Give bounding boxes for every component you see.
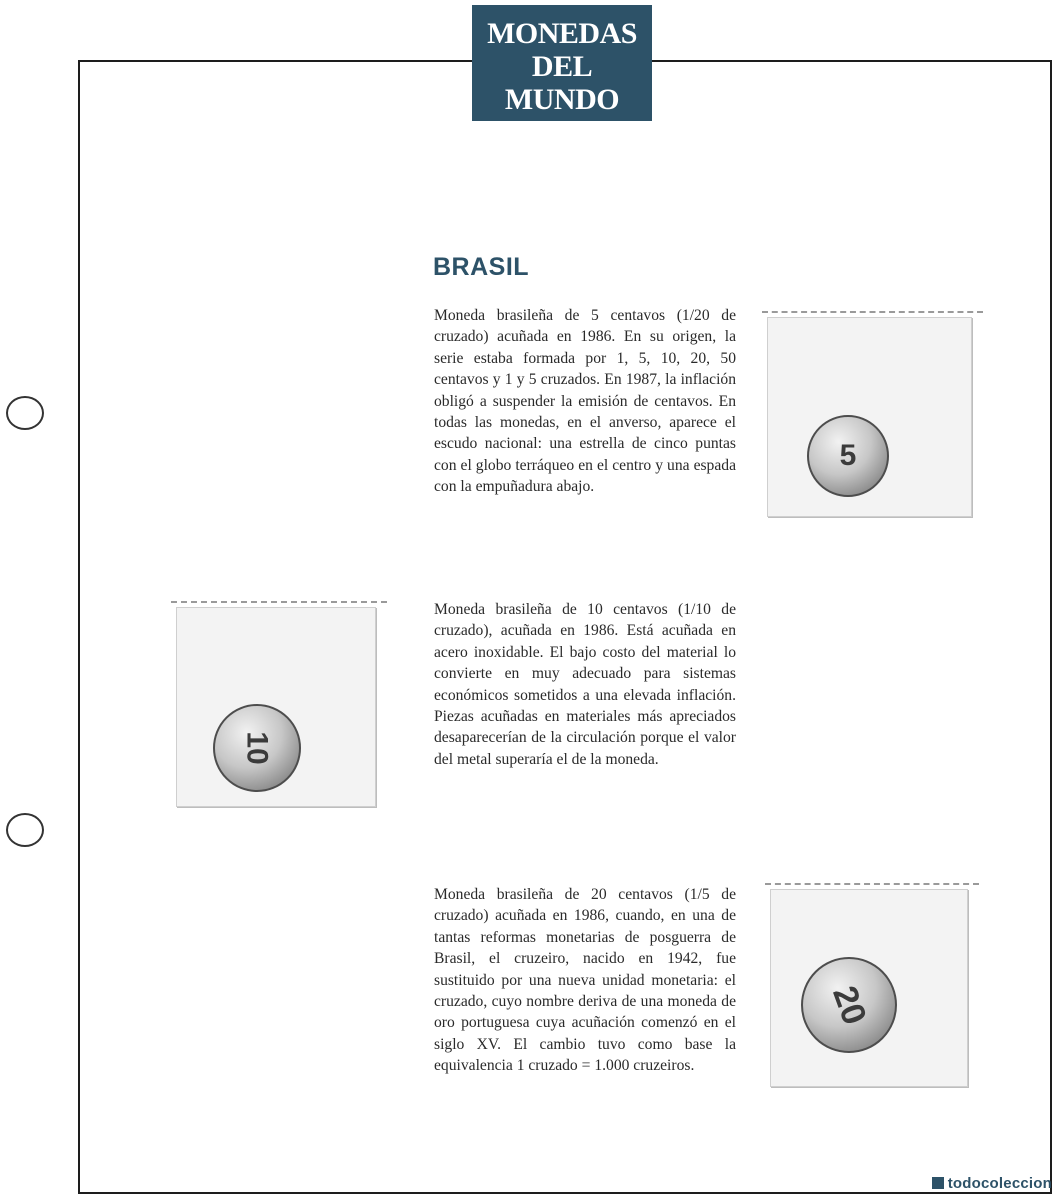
coin-5-image: [807, 415, 889, 497]
watermark: [932, 1175, 1052, 1192]
coin-10-image: [213, 704, 301, 792]
coin-5-holder: [767, 317, 972, 517]
holder-perforation: [762, 311, 983, 313]
coin-10-value: 10: [241, 731, 274, 765]
coin-20-description: Moneda brasileña de 20 centavos (1/5 de cruzado) acuñada en 1986, cuando, en una de tantas reformas monetarias de posguerra de Brasil, el cruzeiro, nacido en 1942, fue sustituido por una nueva unidad monetaria: el cruzado, cuyo nombre deriva de una moneda de oro portuguesa cuya acuñación comenzó en el siglo XV. El cambio tuvo como base la equivalencia 1 cruzado = 1.000 cruzeiros.: [434, 886, 736, 1075]
logo-line-2: DEL: [531, 50, 593, 83]
binder-hole-top: [6, 396, 44, 430]
watermark-logo-icon: [932, 1177, 944, 1189]
coin-5-description: Moneda brasileña de 5 centavos (1/20 de cruzado) acuñada en 1986. En su origen, la serie estaba formada por 1, 5, 10, 20, 50 centavos y 1 y 5 cruzados. En 1987, la inflación obligó a suspender la emisión de centavos. En todas las monedas, en el anverso, aparece el escudo nacional: una estrella de cinco puntas con el globo terráqueo en el centro y una espada con la empuñadura abajo.: [434, 307, 736, 496]
watermark-text: todocoleccion: [947, 1175, 1052, 1192]
coin-20-image: [801, 957, 897, 1053]
holder-perforation: [171, 601, 387, 603]
country-title: BRASIL: [433, 253, 530, 281]
binder-hole-bottom: [6, 813, 44, 847]
holder-perforation: [765, 883, 979, 885]
logo-line-1: MONEDAS: [487, 17, 637, 50]
logo-line-3: MUNDO: [504, 83, 620, 116]
coin-20-holder: [770, 889, 968, 1087]
monedas-del-mundo-logo: [472, 5, 652, 121]
coin-20-value: 20: [825, 980, 874, 1030]
coin-5-value: 5: [839, 439, 857, 472]
coin-10-holder: [176, 607, 376, 807]
coin-10-description: Moneda brasileña de 10 centavos (1/10 de cruzado), acuñada en 1986. Está acuñada en acero inoxidable. El bajo costo del material lo convierte en muy adecuado para sistemas económicos sometidos a una elevada inflación. Piezas acuñadas en materiales más apreciados desaparecerían de la circulación porque el valor del metal superaría el de la moneda.: [434, 601, 736, 768]
